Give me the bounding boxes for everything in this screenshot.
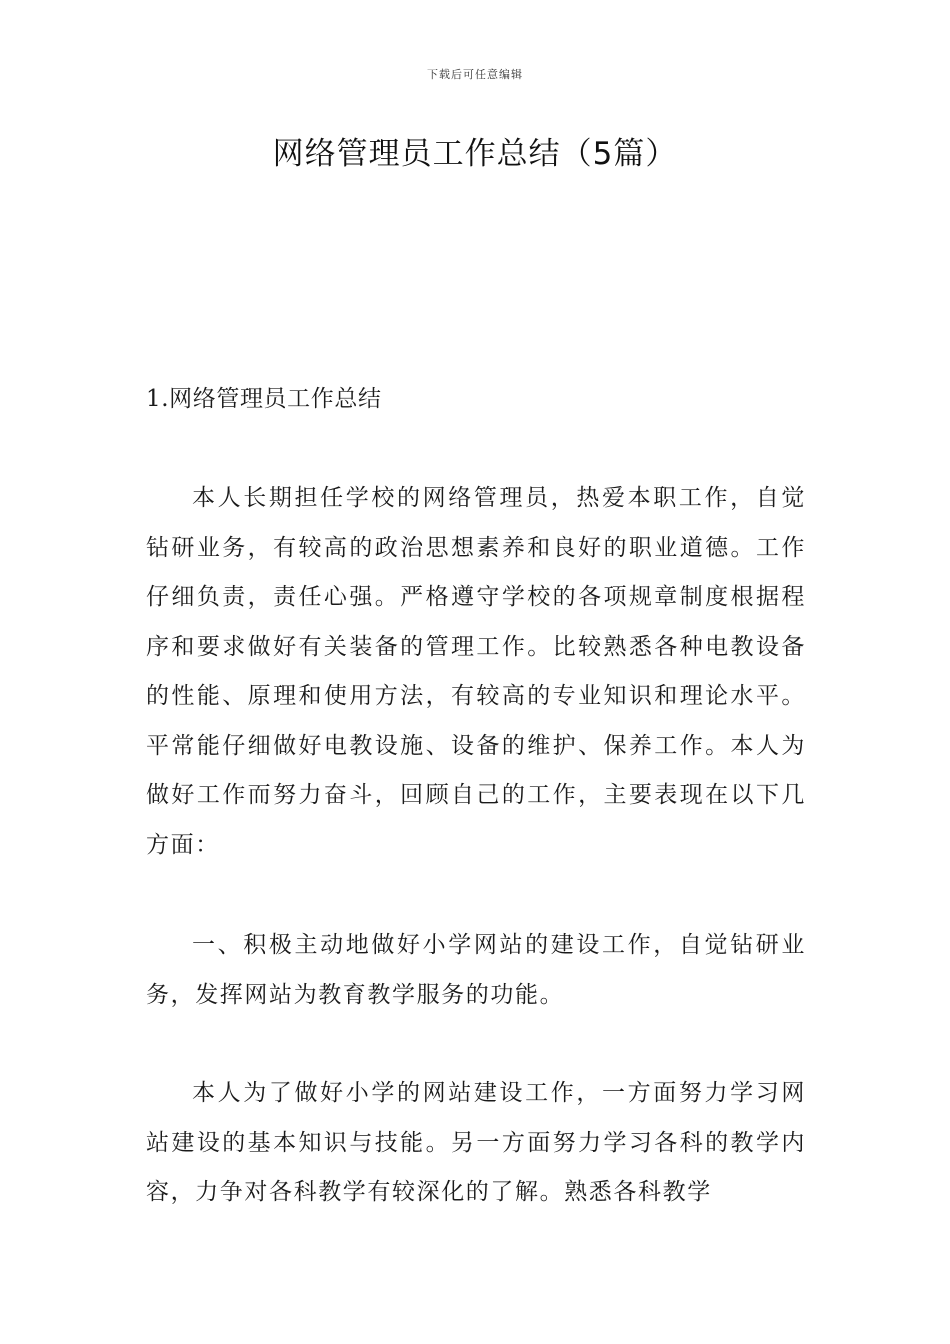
- header-note: 下载后可任意编辑: [427, 68, 523, 81]
- section-heading: 1.网络管理员工作总结: [146, 386, 382, 412]
- body-paragraph: 本人为了做好小学的网站建设工作，一方面努力学习网站建设的基本知识与技能。另一方面努力学习各科的教学内容，力争对各科教学有较深化的了解。熟悉各科教学: [146, 1080, 806, 1205]
- body-paragraph: 一、积极主动地做好小学网站的建设工作，自觉钻研业务，发挥网站为教育教学服务的功能。: [146, 932, 806, 1008]
- document-title: 网络管理员工作总结（5篇）: [272, 136, 678, 172]
- body-paragraph: 本人长期担任学校的网络管理员，热爱本职工作，自觉钻研业务，有较高的政治思想素养和良好的职业道德。工作仔细负责，责任心强。严格遵守学校的各项规章制度根据程序和要求做好有关装备的管理工作。比较熟悉各种电教设备的性能、原理和使用方法，有较高的专业知识和理论水平。平常能仔细做好电教设施、设备的维护、保养工作。本人为做好工作而努力奋斗，回顾自己的工作，主要表现在以下几方面：: [146, 485, 806, 858]
